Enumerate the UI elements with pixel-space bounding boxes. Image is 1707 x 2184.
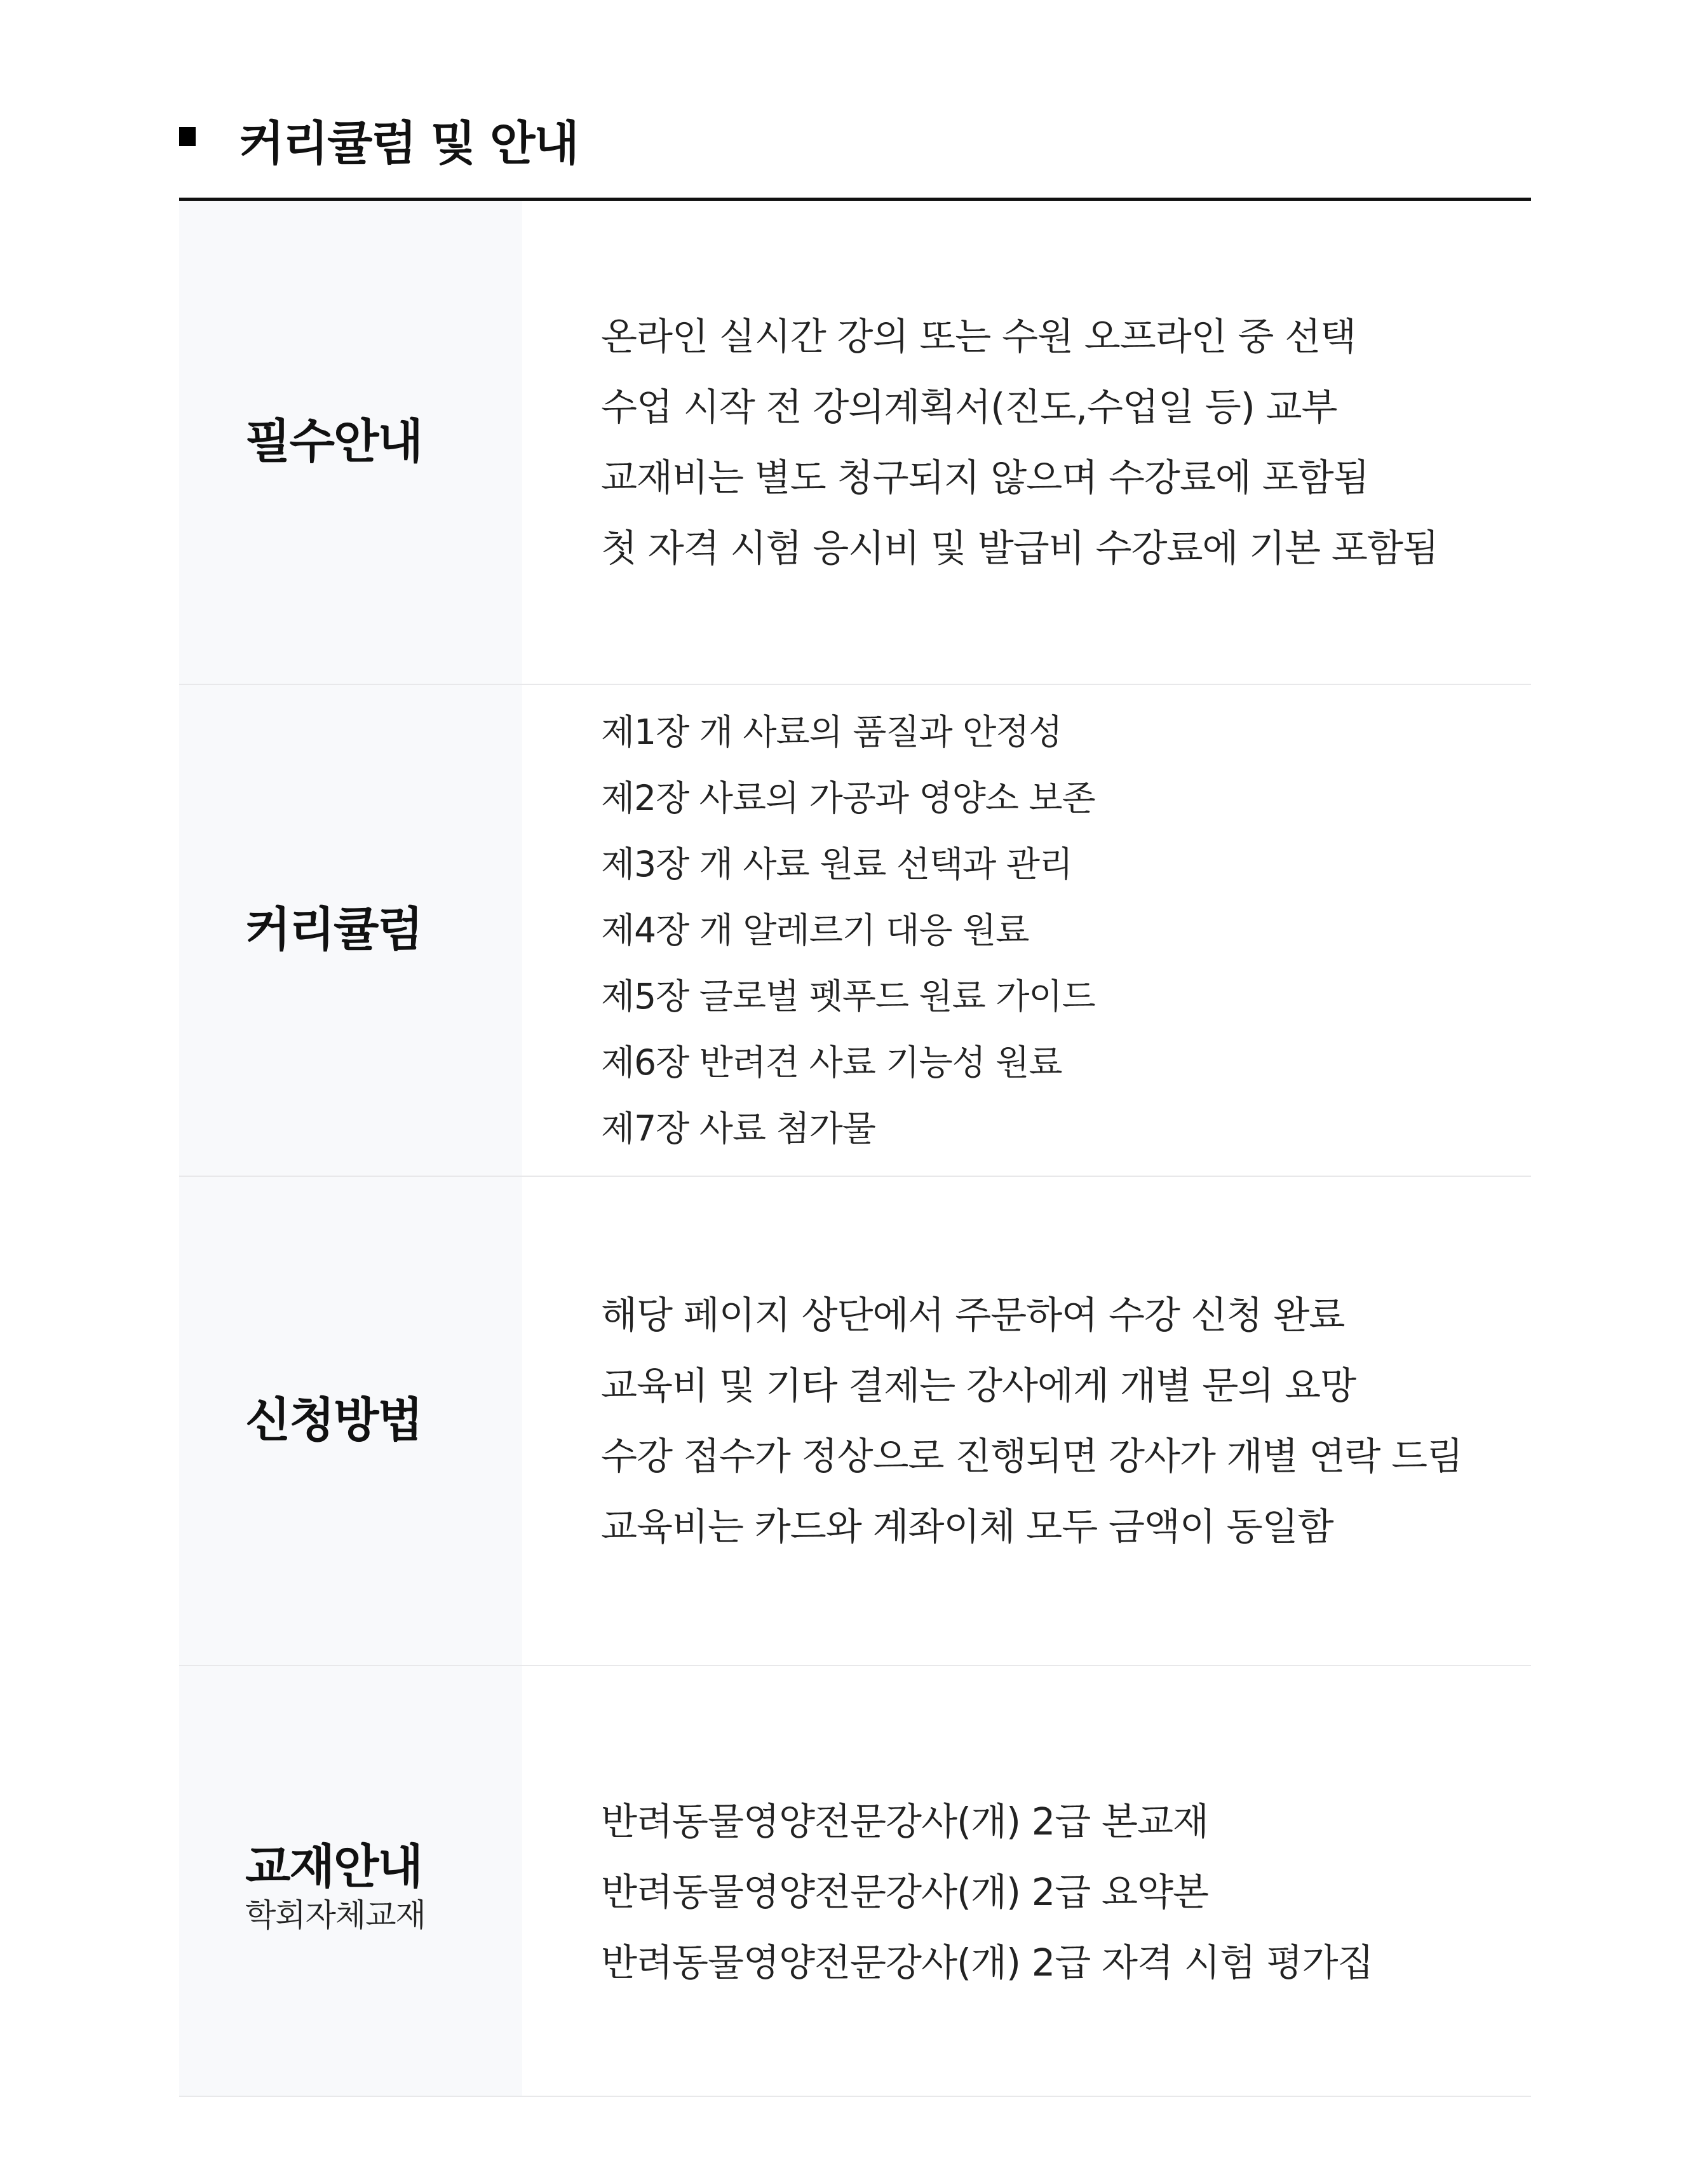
- row-label: 커리큘럼: [245, 902, 422, 958]
- list-item: 교육비는 카드와 계좌이체 모두 금액이 동일함: [601, 1505, 1333, 1549]
- list-item: 해당 페이지 상단에서 주문하여 수강 신청 완료: [601, 1293, 1345, 1337]
- section-header: [179, 102, 578, 178]
- list-item: 교재비는 별도 청구되지 않으며 수강료에 포함됨: [601, 456, 1369, 499]
- list-item: 수업 시작 전 강의계획서(진도,수업일 등) 교부: [601, 385, 1337, 429]
- row-content: [522, 685, 1531, 1176]
- row-content: [522, 201, 1531, 684]
- row-label: 교재안내: [245, 1840, 422, 1895]
- table-row-application-method: [179, 1177, 1531, 1666]
- list-item: 제7장 사료 첨가물: [601, 1108, 875, 1149]
- list-item: 제5장 글로벌 펫푸드 원료 가이드: [601, 976, 1095, 1017]
- list-item: 수강 접수가 정상으로 진행되면 강사가 개별 연락 드림: [601, 1434, 1463, 1478]
- row-header: [179, 201, 522, 684]
- list-item: 반려동물영양전문강사(개) 2급 요약본: [601, 1869, 1208, 1914]
- square-bullet-icon: [179, 127, 196, 146]
- row-sublabel: 학회자체교재: [245, 1896, 426, 1934]
- row-label: 신청방법: [245, 1393, 422, 1448]
- row-header: [179, 1666, 522, 2096]
- list-item: 제4장 개 알레르기 대응 원료: [601, 910, 1029, 951]
- table-row-curriculum: [179, 685, 1531, 1177]
- list-item: 온라인 실시간 강의 또는 수원 오프라인 중 선택: [601, 315, 1356, 358]
- row-header: [179, 1177, 522, 1665]
- row-header: [179, 685, 522, 1176]
- info-table: [179, 201, 1531, 2097]
- list-item: 교육비 및 기타 결제는 강사에게 개별 문의 요망: [601, 1364, 1356, 1407]
- list-item: 반려동물영양전문강사(개) 2급 본교재: [601, 1799, 1208, 1843]
- row-content: [522, 1666, 1531, 2096]
- table-row-textbook-info: [179, 1666, 1531, 2097]
- list-item: 제3장 개 사료 원료 선택과 관리: [601, 844, 1072, 885]
- list-item: 제6장 반려견 사료 기능성 원료: [601, 1042, 1062, 1083]
- row-label: 필수안내: [245, 414, 422, 470]
- list-item: 반려동물영양전문강사(개) 2급 자격 시험 평가집: [601, 1940, 1373, 1984]
- list-item: 제1장 개 사료의 품질과 안정성: [601, 712, 1062, 752]
- table-row-required-info: [179, 201, 1531, 685]
- list-item: 제2장 사료의 가공과 영양소 보존: [601, 778, 1095, 818]
- section-title: 커리큘럼 및 안내: [239, 116, 578, 171]
- list-item: 첫 자격 시험 응시비 및 발급비 수강료에 기본 포함됨: [601, 526, 1438, 570]
- row-content: [522, 1177, 1531, 1665]
